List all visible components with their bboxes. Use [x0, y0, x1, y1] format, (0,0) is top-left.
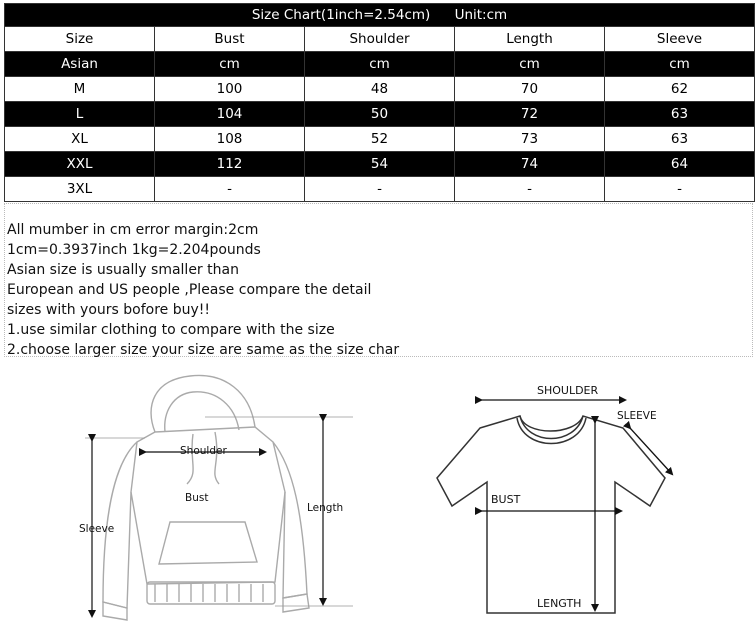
size-chart-title-row: [5, 4, 755, 27]
size-cell: XL: [5, 127, 155, 152]
table-row: [5, 77, 755, 102]
unit-cell: cm: [305, 52, 455, 77]
table-cell: 104: [155, 102, 305, 127]
table-row: [5, 127, 755, 152]
table-row: [5, 102, 755, 127]
unit-cell: Asian: [5, 52, 155, 77]
table-cell: -: [155, 177, 305, 202]
table-cell: -: [305, 177, 455, 202]
table-cell: 70: [455, 77, 605, 102]
table-row: [5, 177, 755, 202]
size-chart-table: [4, 3, 755, 202]
table-cell: 100: [155, 77, 305, 102]
table-cell: 63: [605, 127, 755, 152]
tshirt-sleeve-label: SLEEVE: [617, 410, 657, 422]
header-bust: Bust: [155, 27, 305, 52]
unit-cell: cm: [605, 52, 755, 77]
table-cell: -: [455, 177, 605, 202]
table-cell: 112: [155, 152, 305, 177]
hoodie-shoulder-label: Shoulder: [180, 445, 227, 457]
table-cell: 62: [605, 77, 755, 102]
note-line: sizes with yours bofore buy!!: [7, 302, 210, 318]
size-cell: 3XL: [5, 177, 155, 202]
tshirt-bust-label: BUST: [491, 493, 521, 506]
note-line: All mumber in cm error margin:2cm: [7, 222, 259, 238]
size-cell: XXL: [5, 152, 155, 177]
unit-row: [5, 52, 755, 77]
header-size: Size: [5, 27, 155, 52]
unit-cell: cm: [455, 52, 605, 77]
table-cell: 72: [455, 102, 605, 127]
header-sleeve: Sleeve: [605, 27, 755, 52]
table-cell: 52: [305, 127, 455, 152]
tshirt-outline-icon: [437, 416, 665, 613]
table-cell: 64: [605, 152, 755, 177]
tshirt-diagram: [425, 378, 685, 618]
table-cell: 63: [605, 102, 755, 127]
table-cell: 54: [305, 152, 455, 177]
note-line: 1cm=0.3937inch 1kg=2.204pounds: [7, 242, 261, 258]
table-cell: 108: [155, 127, 305, 152]
header-shoulder: Shoulder: [305, 27, 455, 52]
note-line: Asian size is usually smaller than: [7, 262, 239, 278]
table-cell: -: [605, 177, 755, 202]
size-cell: M: [5, 77, 155, 102]
tshirt-sleeve-arrow-icon: [630, 428, 672, 474]
hoodie-bust-label: Bust: [185, 492, 209, 504]
note-line: 2.choose larger size your size are same as the size char: [7, 342, 400, 358]
tshirt-shoulder-label: SHOULDER: [537, 384, 599, 397]
table-cell: 74: [455, 152, 605, 177]
table-cell: 48: [305, 77, 455, 102]
hoodie-length-label: Length: [307, 502, 344, 514]
size-chart-unit: Unit:cm: [454, 7, 508, 23]
sizing-notes: [4, 203, 753, 357]
unit-cell: cm: [155, 52, 305, 77]
hoodie-sleeve-label: Sleeve: [79, 523, 115, 535]
size-cell: L: [5, 102, 155, 127]
header-length: Length: [455, 27, 605, 52]
table-row: [5, 152, 755, 177]
size-chart-title: Size Chart(1inch=2.54cm): [251, 7, 431, 23]
table-cell: 73: [455, 127, 605, 152]
note-line: European and US people ,Please compare the detail: [7, 282, 372, 298]
tshirt-length-label: LENGTH: [537, 597, 582, 610]
hoodie-diagram: [75, 372, 385, 630]
note-line: 1.use similar clothing to compare with the size: [7, 322, 335, 338]
header-row: [5, 27, 755, 52]
table-cell: 50: [305, 102, 455, 127]
